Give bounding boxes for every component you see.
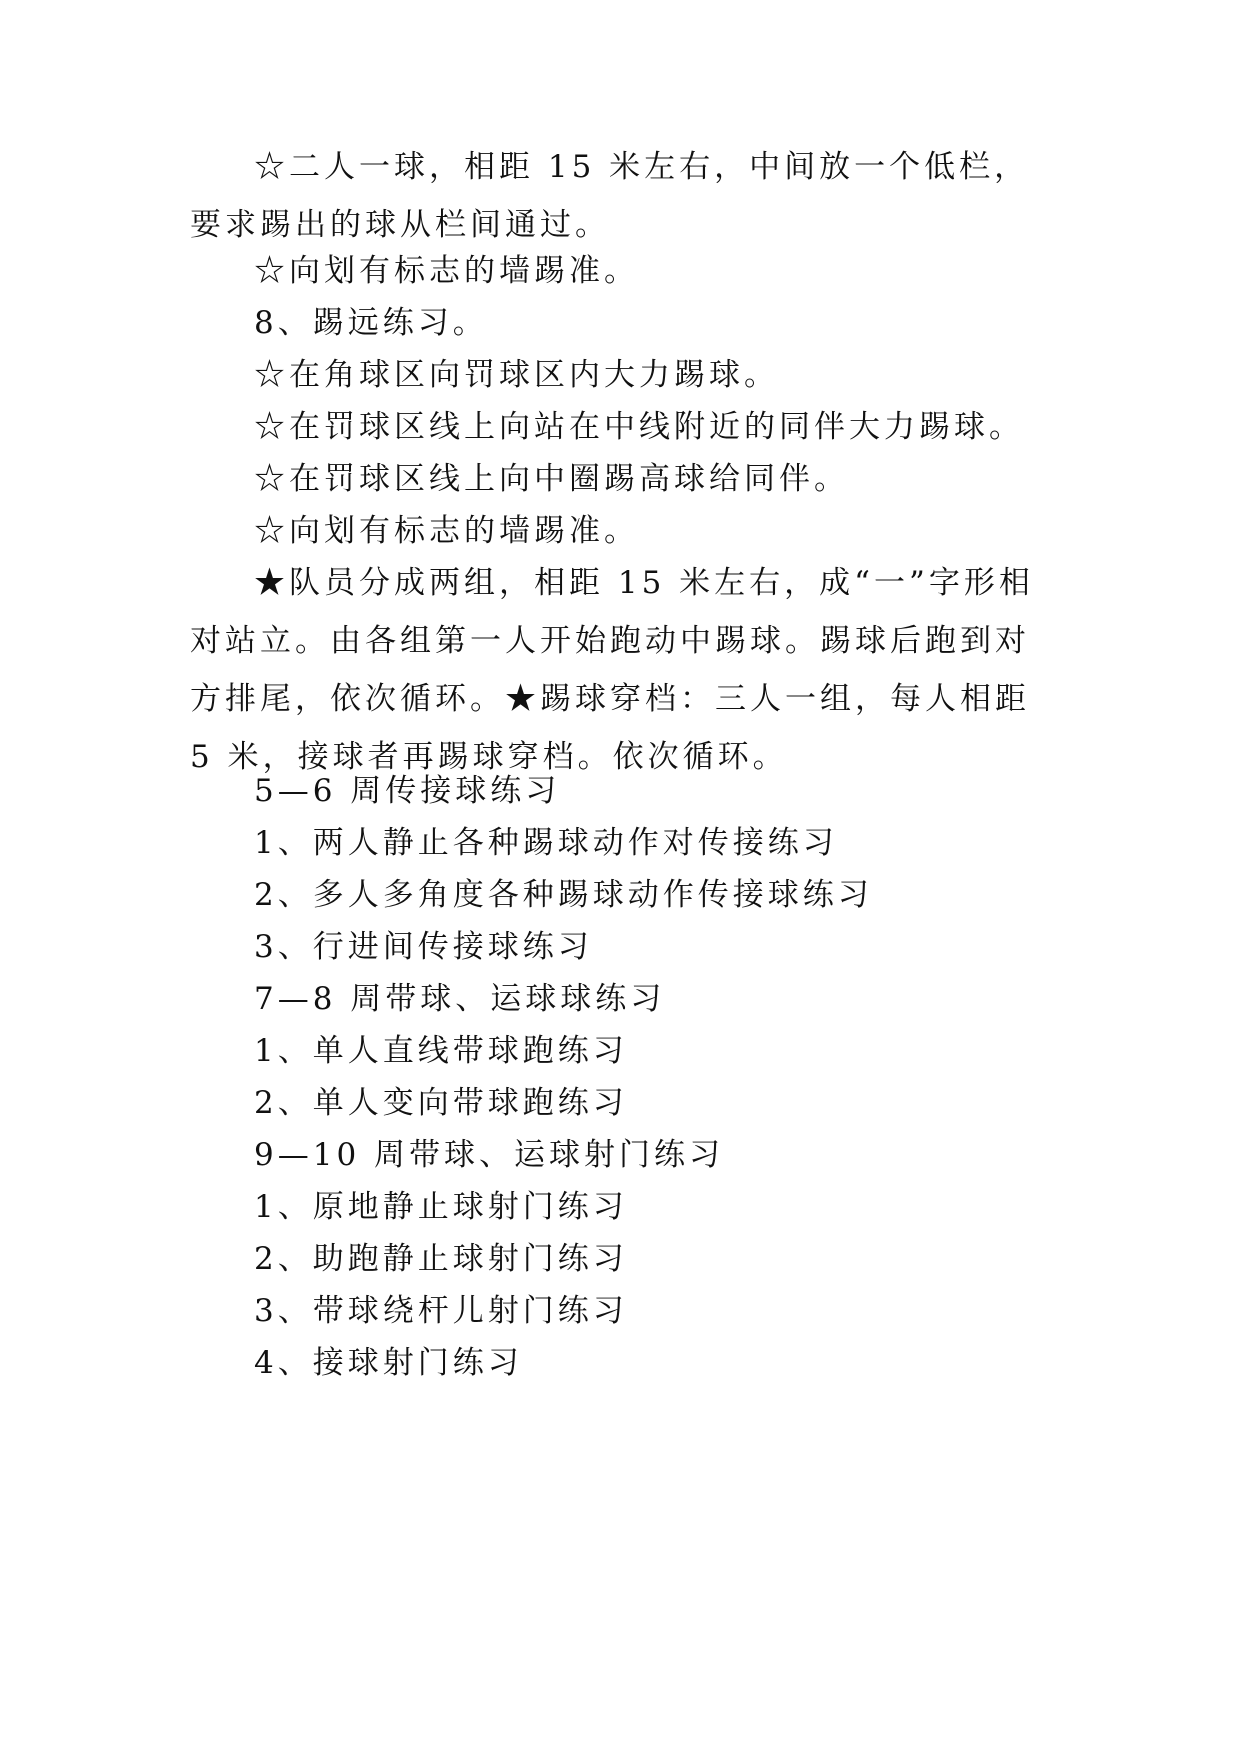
paragraph-wall-accuracy: ☆向划有标志的墙踢准。 <box>254 253 639 289</box>
week-heading-5-6: 5—6 周传接球练习 <box>254 773 561 809</box>
list-item: 3、带球绕杆儿射门练习 <box>254 1293 628 1329</box>
list-item: 2、单人变向带球跑练习 <box>254 1085 628 1121</box>
list-item: 1、两人静止各种踢球动作对传接练习 <box>254 825 838 861</box>
list-item: 1、单人直线带球跑练习 <box>254 1033 628 1069</box>
paragraph-wall-accuracy-repeat: ☆向划有标志的墙踢准。 <box>254 513 639 549</box>
list-item: 3、行进间传接球练习 <box>254 929 593 965</box>
week-heading-7-8: 7—8 周带球、运球球练习 <box>254 981 666 1017</box>
list-item: 4、接球射门练习 <box>254 1345 523 1381</box>
paragraph-center-circle-kick: ☆在罚球区线上向中圈踢高球给同伴。 <box>254 461 849 497</box>
paragraph-penalty-line-kick: ☆在罚球区线上向站在中线附近的同伴大力踢球。 <box>254 409 1024 445</box>
list-item: 1、原地静止球射门练习 <box>254 1189 628 1225</box>
list-item: 2、多人多角度各种踢球动作传接球练习 <box>254 877 873 913</box>
paragraph-corner-kick: ☆在角球区向罚球区内大力踢球。 <box>254 357 779 393</box>
paragraph-group-drill: ★队员分成两组，相距 15 米左右，成“一”字形相对站立。由各组第一人开始跑动中踢球。踢球后跑到对方排尾，依次循环。★踢球穿档：三人一组，每人相距 5 米，接球者再踢球穿档。依次循环。 <box>190 565 1044 775</box>
list-item: 2、助跑静止球射门练习 <box>254 1241 628 1277</box>
paragraph-hurdle-drill: ☆二人一球，相距 15 米左右，中间放一个低栏，要求踢出的球从栏间通过。 <box>190 149 1030 243</box>
week-heading-9-10: 9—10 周带球、运球射门练习 <box>254 1137 725 1173</box>
section-heading-long-kick: 8、踢远练习。 <box>254 305 488 341</box>
